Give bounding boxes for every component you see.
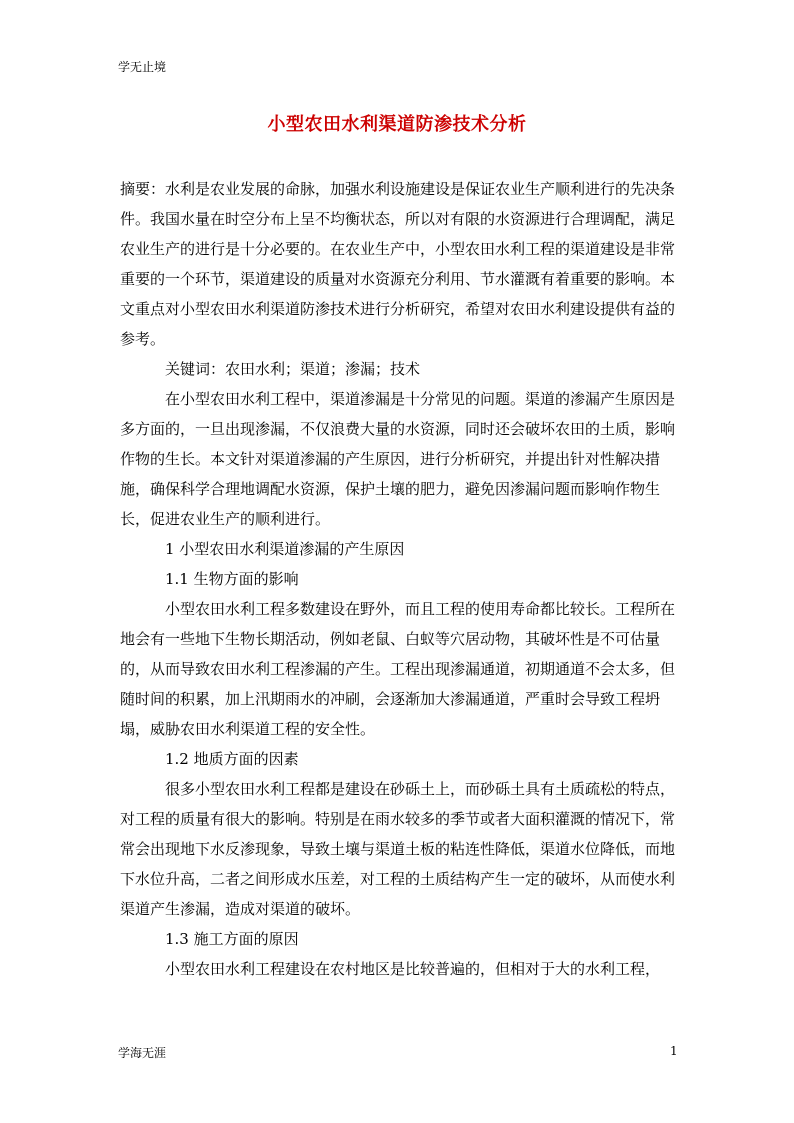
- abstract-paragraph: 摘要：水利是农业发展的命脉，加强水利设施建设是保证农业生产顺利进行的先决条件。我国水量在时空分布上呈不均衡状态，所以对有限的水资源进行合理调配，满足农业生产的进行是十分必要的。在农业生产中，小型农田水利工程的渠道建设是非常重要的一个环节，渠道建设的质量对水资源充分利用、节水灌溉有着重要的影响。本文重点对小型农田水利渠道防渗技术进行分析研究，希望对农田水利建设提供有益的参考。: [120, 180, 676, 348]
- page-footer: 学海无涯: [118, 1046, 167, 1060]
- body-paragraph: 小型农田水利工程多数建设在野外，而且工程的使用寿命都比较长。工程所在地会有一些地下生物长期活动，例如老鼠、白蚁等穴居动物，其破坏性是不可估量的，从而导致农田水利工程渗漏的产生。工程出现渗漏通道，初期通道不会太多，但随时间的积累，加上汛期雨水的冲刷，会逐渐加大渗漏通道，严重时会导致工程坍塌，威胁农田水利渠道工程的安全性。: [120, 600, 676, 738]
- document-body: [120, 174, 680, 984]
- subsection-heading: 1.2 地质方面的因素: [165, 750, 299, 768]
- subsection-heading: 1.1 生物方面的影响: [165, 570, 299, 588]
- page-number: 1: [670, 1044, 678, 1058]
- keywords-paragraph: 关键词：农田水利；渠道；渗漏；技术: [165, 360, 421, 378]
- body-paragraph: 小型农田水利工程建设在农村地区是比较普遍的，但相对于大的水利工程，: [165, 960, 661, 978]
- body-paragraph: 很多小型农田水利工程都是建设在砂砾土上，而砂砾土具有土质疏松的特点，对工程的质量有很大的影响。特别是在雨水较多的季节或者大面积灌溉的情况下，常常会出现地下水反渗现象，导致土壤与渠道土板的粘连性降低，渠道水位降低，而地下水位升高，二者之间形成水压差，对工程的土质结构产生一定的破坏，从而使水利渠道产生渗漏，造成对渠道的破坏。: [120, 780, 676, 918]
- subsection-heading: 1.3 施工方面的原因: [165, 930, 299, 948]
- section-heading: 1 小型农田水利渠道渗漏的产生原因: [165, 540, 405, 558]
- document-title: 小型农田水利渠道防渗技术分析: [267, 114, 527, 135]
- page-header: 学无止境: [118, 60, 167, 74]
- intro-paragraph: 在小型农田水利工程中，渠道渗漏是十分常见的问题。渠道的渗漏产生原因是多方面的，一旦出现渗漏，不仅浪费大量的水资源，同时还会破坏农田的土质，影响作物的生长。本文针对渠道渗漏的产生原因，进行分析研究，并提出针对性解决措施，确保科学合理地调配水资源，保护土壤的肥力，避免因渗漏问题而影响作物生长，促进农业生产的顺利进行。: [120, 390, 676, 528]
